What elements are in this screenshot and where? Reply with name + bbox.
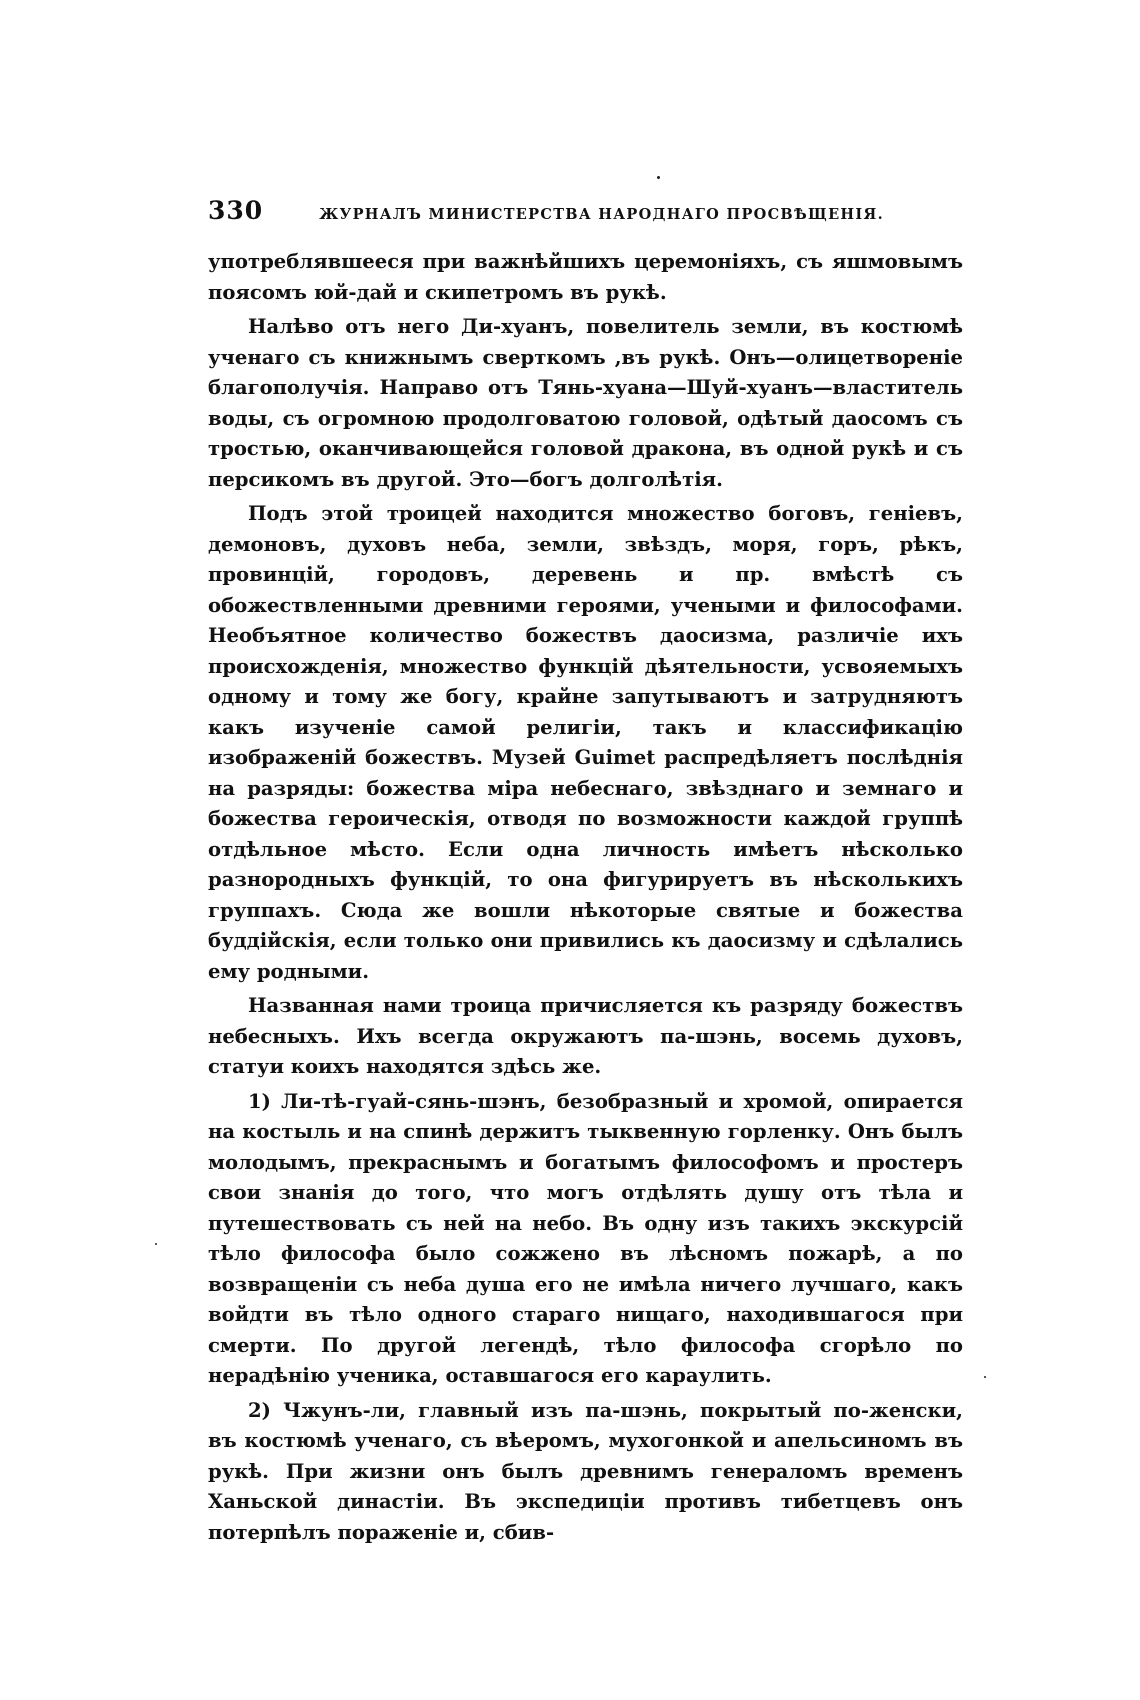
page-number: 330: [208, 196, 264, 225]
ink-speck: [984, 1376, 986, 1378]
ink-speck: [657, 176, 660, 179]
running-head: [208, 196, 968, 230]
paragraph-continuation: употреблявшееся при важнѣйшихъ церемоніяхъ, съ яшмовымъ поясомъ юй-дай и скипетромъ въ рукѣ.: [208, 250, 963, 304]
ink-speck: [155, 1243, 157, 1245]
paragraph-pa-shen: Названная нами троица причисляется къ разряду божествъ небесныхъ. Ихъ всегда окружаютъ па-шэнь, восемь духовъ, статуи коихъ находятся здѣсь же.: [208, 994, 963, 1078]
paragraph-deities-classification: Подъ этой троицей находится множество боговъ, геніевъ, демоновъ, духовъ неба, земли, звѣздъ, моря, горъ, рѣкъ, провинцій, городовъ, деревень и пр. вмѣстѣ съ обожествленными древними героями, учеными и философами. Необъятное количество божествъ даосизма, различіе ихъ происхожденія, множество функцій дѣятельности, усвояемыхъ одному и тому же богу, крайне запутываютъ и затрудняютъ какъ изученіе самой религіи, такъ и классификацію изображеній божествъ. Музей Guimet распредѣляетъ послѣднія на разряды: божества міра небеснаго, звѣзднаго и земнаго и божества героическія, отводя по возможности каждой группѣ отдѣльное мѣсто. Если одна личность имѣетъ нѣсколько разнородныхъ функцій, то она фигурируетъ въ нѣсколькихъ группахъ. Сюда же вошли нѣкоторые святые и божества буддійскія, если только они привились къ даосизму и сдѣлались ему родными.: [208, 502, 963, 983]
body-text: [208, 247, 963, 1552]
paragraph-zhong-li: 2) Чжунъ-ли, главный изъ па-шэнь, покрытый по-женски, въ костюмѣ ученаго, съ вѣеромъ, мухогонкой и апельсиномъ въ рукѣ. При жизни онъ былъ древнимъ генераломъ временъ Ханьской династіи. Въ экспедиціи противъ тибетцевъ онъ потерпѣлъ пораженіе и, сбив-: [208, 1398, 963, 1544]
paragraph-di-huan: Налѣво отъ него Ди-хуанъ, повелитель земли, въ костюмѣ ученаго съ книжнымъ сверткомъ ,въ рукѣ. Онъ—олицетвореніе благополучія. Направо отъ Тянь-хуана—Шуй-хуанъ—властитель воды, съ огромною продолговатою головой, одѣтый даосомъ съ тростью, оканчивающейся головой дракона, въ одной рукѣ и съ персикомъ въ другой. Это—богъ долголѣтія.: [208, 315, 963, 491]
paragraph-li-te-guai: 1) Ли-тѣ-гуай-сянь-шэнъ, безобразный и хромой, опирается на костыль и на спинѣ держитъ тыквенную горленку. Онъ былъ молодымъ, прекраснымъ и богатымъ философомъ и простеръ свои знанія до того, что могъ отдѣлять душу отъ тѣла и путешествовать съ ней на небо. Въ одну изъ такихъ экскурсій тѣло философа было сожжено въ лѣсномъ пожарѣ, а по возвращеніи съ неба душа его не имѣла ничего лучшаго, какъ войдти въ тѣло одного стараго нищаго, находившагося при смерти. По другой легендѣ, тѣло философа сгорѣло по нерадѣнію ученика, оставшагося его караулить.: [208, 1089, 963, 1387]
journal-title: ЖУРНАЛЪ МИНИСТЕРСТВА НАРОДНАГО ПРОСВѢЩЕНІЯ.: [319, 206, 884, 223]
